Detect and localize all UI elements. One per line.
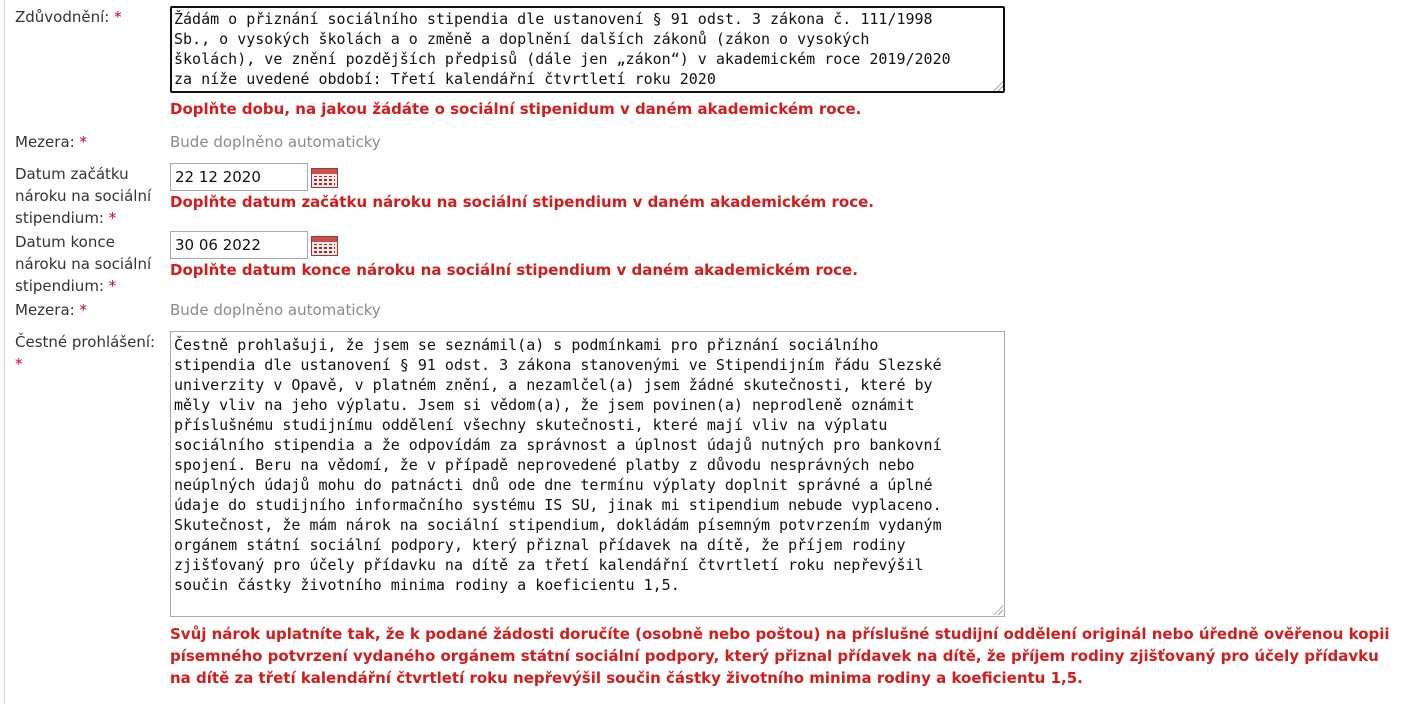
mezera2-label-text: Mezera: [15,301,75,319]
zduvodneni-label-text: Zdůvodnění: [15,8,110,26]
calendar-icon[interactable] [311,236,338,256]
datum-konce-label [15,231,163,297]
required-marker: * [108,277,117,295]
datum-zacatku-label [15,163,163,229]
calendar-icon[interactable] [311,168,338,188]
cestne-prohlaseni-textarea[interactable] [170,331,1005,617]
datum-konce-error: Doplňte datum konce nároku na sociální stipendium v daném akademickém roce. [170,261,858,279]
datum-konce-label-text: Datum konce nároku na sociální stipendium: [15,233,152,295]
required-marker: * [79,133,87,151]
mezera1-label [15,131,163,153]
zduvodneni-field [170,6,1005,93]
datum-konce-input[interactable] [170,231,308,259]
mezera2-label [15,299,163,321]
mezera2-value: Bude doplněno automaticky [170,301,381,319]
cestne-prohlaseni-label-text: Čestné prohlášení: [15,333,156,351]
cestne-prohlaseni-label [15,331,163,375]
form-left-border [4,0,5,704]
datum-zacatku-label-text: Datum začátku nároku na sociální stipendium: [15,165,152,227]
required-marker: * [79,301,87,319]
required-marker: * [114,8,122,26]
required-marker: * [108,209,117,227]
zduvodneni-error: Doplňte dobu, na jakou žádáte o sociální stipenidum v daném akademickém roce. [170,100,862,118]
mezera1-value: Bude doplněno automaticky [170,133,381,151]
resize-handle-icon[interactable] [993,605,1003,615]
mezera1-label-text: Mezera: [15,133,75,151]
cestne-prohlaseni-field [170,331,1005,617]
cestne-prohlaseni-notice: Svůj nárok uplatníte tak, že k podané žádosti doručíte (osobně nebo poštou) na příslušné studijní oddělení originál nebo úředně ověřenou kopii písemného potvrzení vydaného orgánem státní sociální podpory, který přiznal přídavek na dítě, že příjem rodiny zjišťovaný pro účely přídavku na dítě za třetí kalendářní čtvrtletí roku nepřevýšil součin částky životního minima rodiny a koeficientu 1,5. [170,625,1390,687]
datum-zacatku-input[interactable] [170,163,308,191]
datum-zacatku-error: Doplňte datum začátku nároku na sociální stipendium v daném akademickém roce. [170,193,874,211]
zduvodneni-label [15,6,163,28]
required-marker: * [15,355,23,373]
zduvodneni-textarea[interactable] [170,6,1005,93]
resize-handle-icon[interactable] [993,81,1003,91]
